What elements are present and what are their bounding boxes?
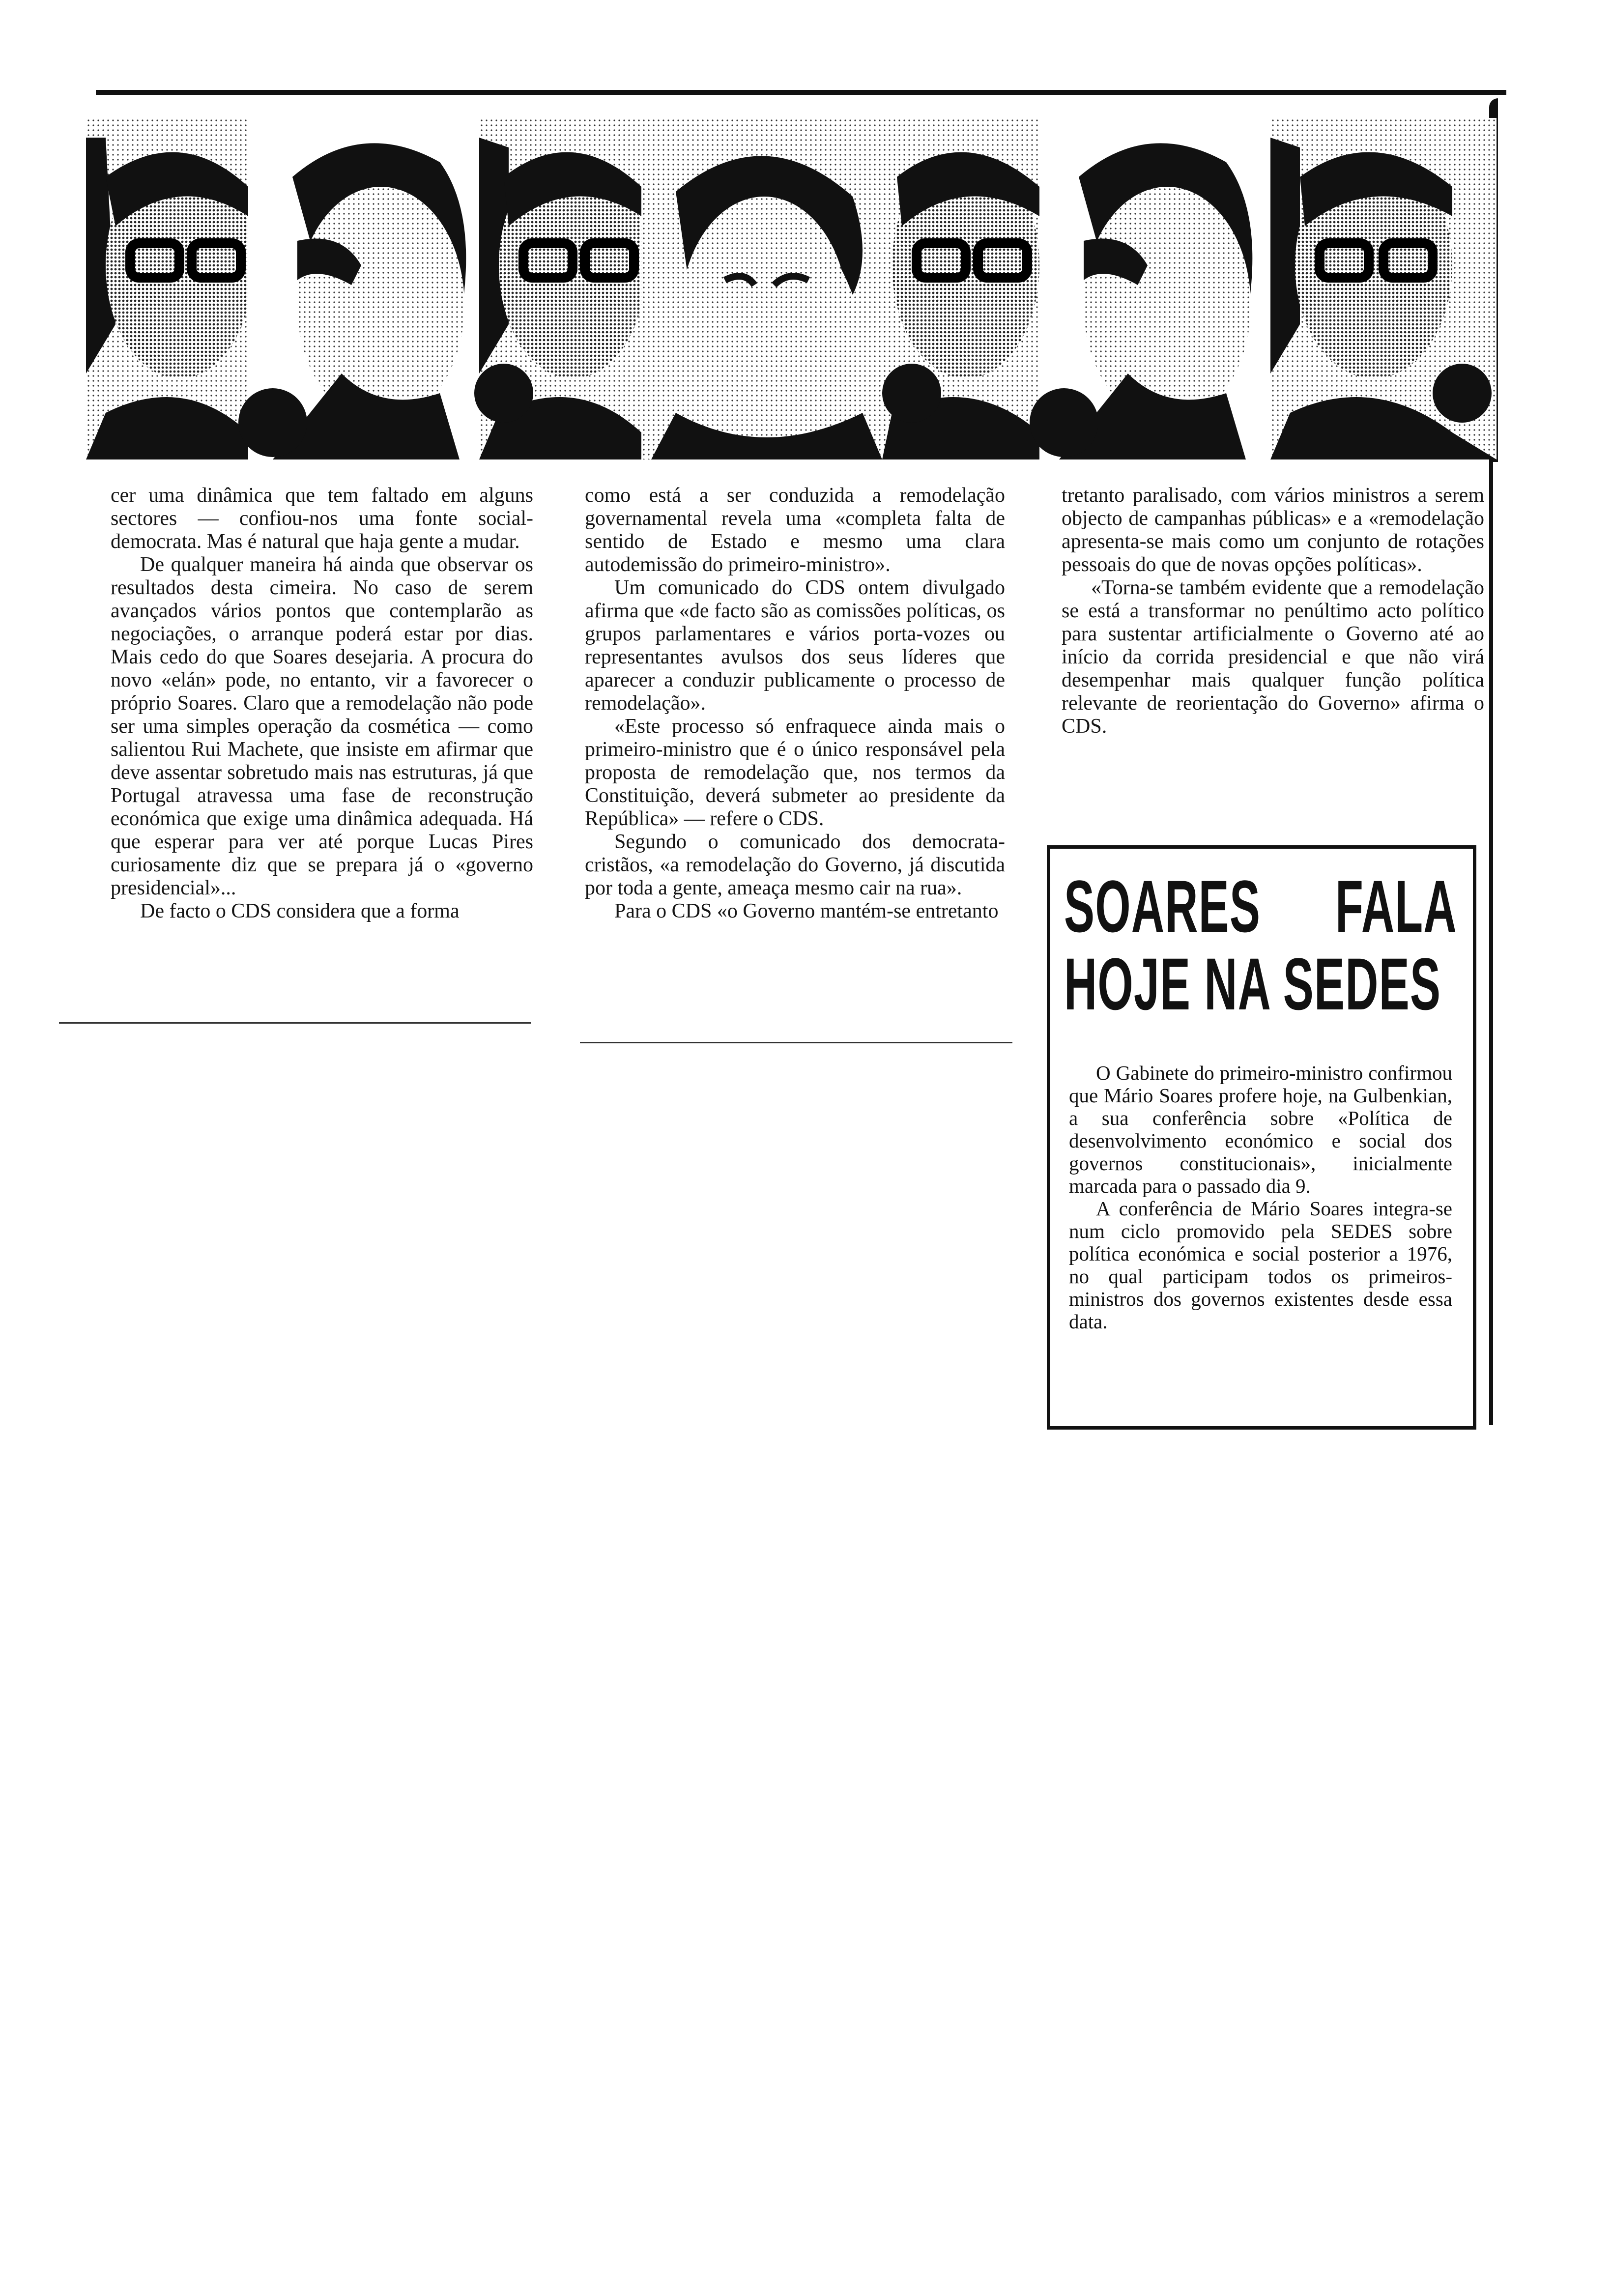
top-rule: [96, 90, 1506, 95]
paragraph: como está a ser conduzida a remodelação governamental revela uma «completa falta de sentido de Estado e mesmo uma clara autodemissão do primeiro-ministro».: [585, 484, 1005, 576]
paragraph: De facto o CDS considera que a forma: [140, 900, 460, 922]
portrait-5: [882, 118, 1039, 459]
paragraph: De qualquer maneira há ainda que observar os resultados desta cimeira. No caso de serem avançados vários pontos que contemplarão as negociações, o arranque poderá estar por dias. Mais cedo do que Soares desejaria. A procura do novo «elán» pode, no entanto, vir a favorecer o próprio Soares. Claro que a remodelação não pode ser uma simples operação da cosmética — como salientou Rui Machete, que insiste em afirmar que deve assentar sobretudo mais nas estruturas, já que Portugal atravessa uma fase de reconstrução económica que exige uma dinâmica adequada. Há que esperar para ver até porque Lucas Pires curiosamente diz que se prepara já o «governo presidencial»...: [111, 553, 533, 899]
sidebar-headline: [1064, 865, 1457, 1025]
article-column-3: [1062, 484, 1484, 738]
portrait-1: [86, 118, 253, 459]
sidebar-body: [1069, 1062, 1452, 1333]
right-border: [1489, 462, 1493, 1425]
headline-line-1: SOARES FALA: [1064, 865, 1457, 947]
paragraph: Para o CDS «o Governo mantém-se entretanto: [614, 900, 999, 922]
portrait-3: [474, 118, 646, 459]
column-cut-line: [580, 1042, 1012, 1043]
paragraph: Um comunicado do CDS ontem divulgado afirma que «de facto são as comissões políticas, os grupos parlamentares e vários porta-vozes ou representantes avulsos dos seus líderes que aparecer a conduzir publicamente o processo de remodelação».: [585, 576, 1005, 715]
portrait-photos-image: [86, 118, 1497, 459]
paragraph: A conferência de Mário Soares integra-se num ciclo promovido pela SEDES sobre política económica e social posterior a 1976, no qual participam todos os primeiros-ministros dos governos existentes desde essa data.: [1069, 1197, 1452, 1333]
column-cut-line: [59, 1022, 531, 1024]
photo-strip: [86, 118, 1497, 459]
paragraph: cer uma dinâmica que tem faltado em alguns sectores — confiou-nos uma fonte social-democrata. Mas é natural que haja gente a mudar.: [111, 484, 533, 553]
portrait-4: [641, 118, 882, 459]
paragraph: O Gabinete do primeiro-ministro confirmou que Mário Soares profere hoje, na Gulbenkian, a sua conferência sobre «Política de desenvolvimento económico e social dos governos constitucionais», inicialmente marcada para o passado dia 9.: [1069, 1062, 1452, 1197]
portrait-7: [1270, 118, 1497, 459]
portrait-6: [1030, 118, 1270, 459]
paragraph: «Este processo só enfraquece ainda mais o primeiro-ministro que é o único responsável pela proposta de remodelação que, nos termos da Constituição, deverá submeter ao presidente da República» — refere o CDS.: [585, 715, 1005, 830]
paragraph: Segundo o comunicado dos democrata-cristãos, «a remodelação do Governo, já discutida por toda a gente, ameaça mesmo cair na rua».: [585, 831, 1005, 899]
headline-line-2: HOJE NA SEDES: [1064, 943, 1441, 1025]
paragraph: «Torna-se também evidente que a remodelação se está a transformar no penúltimo acto político para sustentar artificialmente o Governo até ao início da corrida presidencial e que não virá desempenhar mais qualquer função política relevante de reorientação do Governo» afirma o CDS.: [1062, 576, 1484, 738]
portrait-2: [238, 118, 479, 459]
article-column-1: [111, 484, 533, 923]
article-column-2: [585, 484, 1005, 923]
paragraph: tretanto paralisado, com vários ministros a serem objecto de campanhas públicas» e a «remodelação apresenta-se mais como um conjunto de rotações pessoais do que de novas opções políticas».: [1062, 484, 1484, 576]
